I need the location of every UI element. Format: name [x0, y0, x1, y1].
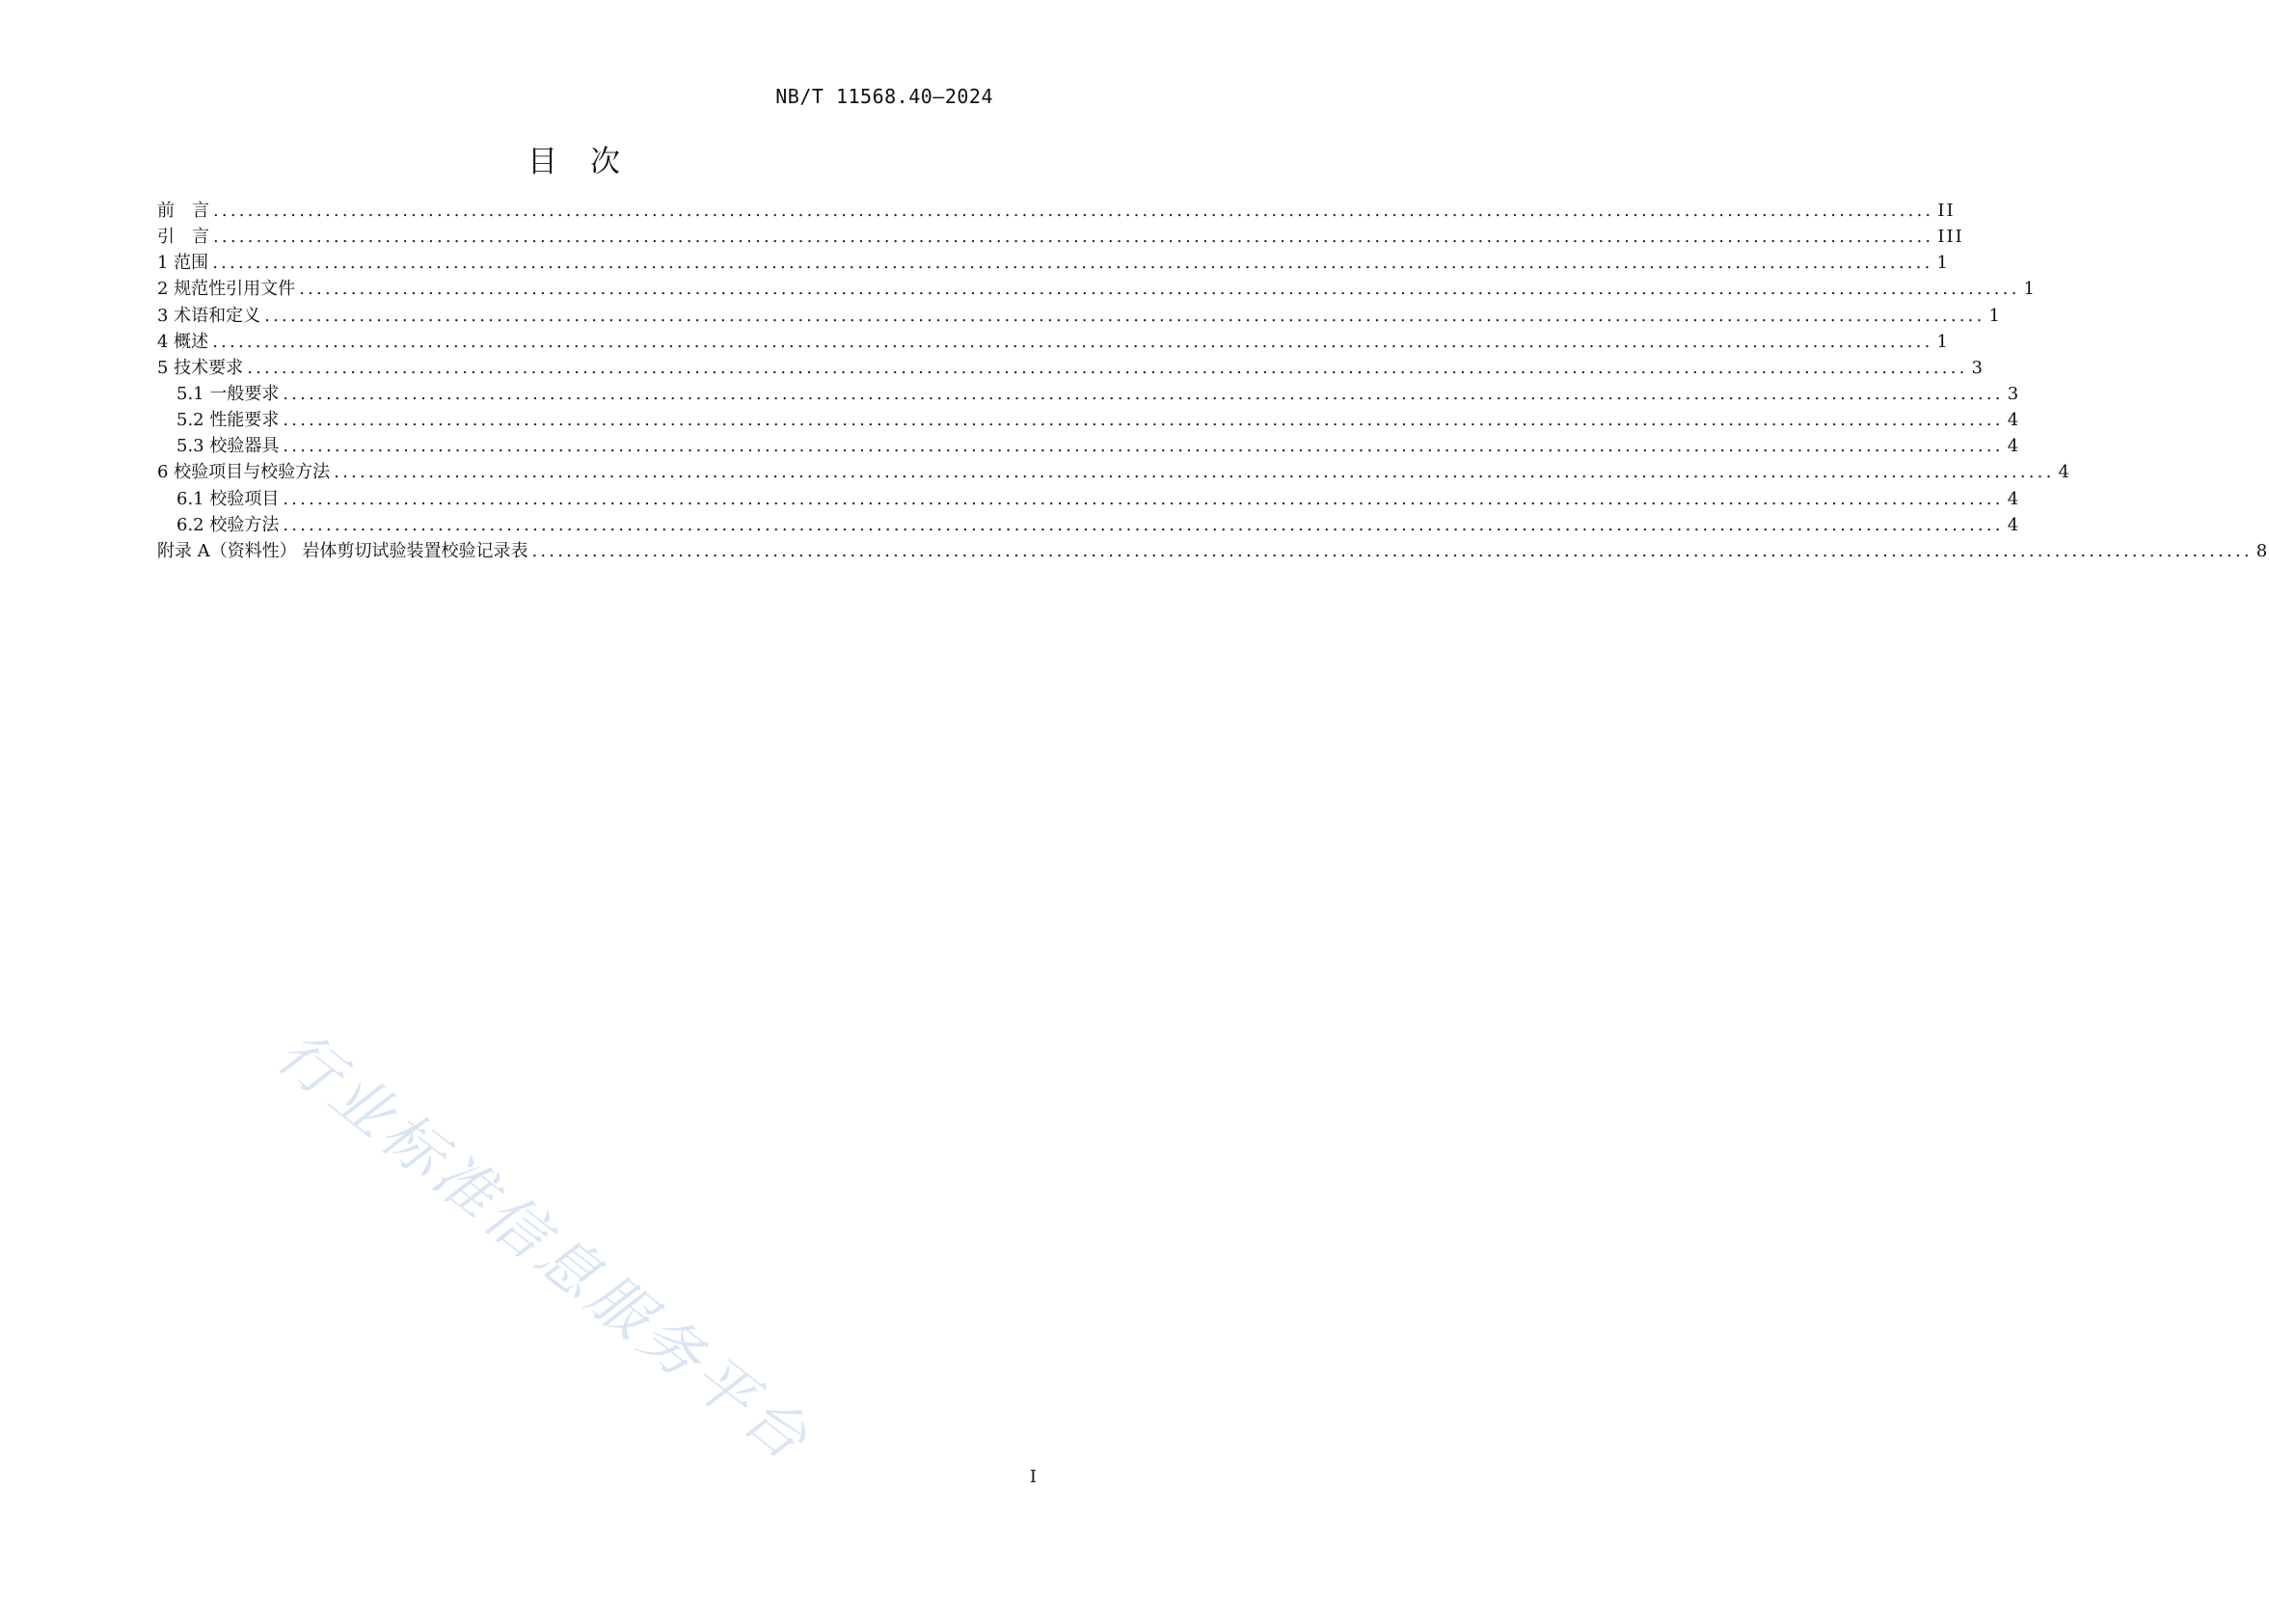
toc-leader-dots: ........................................................................................................................................................................................................ [213, 227, 1934, 248]
toc-entry-label: 6.2 校验方法 [176, 514, 280, 535]
toc-leader-dots: ........................................................................................................................................................................................................ [283, 383, 2004, 404]
toc-leader-dots: ........................................................................................................................................................................................................ [247, 357, 1968, 378]
toc-entry-calibration-items-methods[interactable] [157, 459, 2071, 485]
toc-entry-page: 3 [1971, 357, 1985, 378]
toc-entry-label: 引 言 [157, 227, 209, 248]
toc-entry-label: 1 范围 [157, 253, 209, 274]
toc-entry-label: 2 规范性引用文件 [157, 279, 296, 300]
toc-entry-normative-references[interactable] [157, 276, 2037, 302]
toc-entry-page: 4 [2058, 462, 2071, 483]
toc-entry-label: 5 技术要求 [157, 357, 244, 378]
watermark-text: 行业标准信息服务平台 [264, 1016, 825, 1476]
toc-entry-page: 1 [1936, 331, 1950, 352]
toc-title-part1: 目 [527, 145, 557, 179]
toc-entry-label: 6 校验项目与校验方法 [157, 462, 331, 483]
toc-entry-scope[interactable] [157, 250, 1950, 276]
toc-entry-calibration-instruments[interactable] [157, 433, 2021, 459]
toc-entry-page: 1 [2023, 279, 2037, 300]
toc-entry-terms-definitions[interactable] [157, 303, 2002, 329]
toc-title [0, 137, 1148, 180]
toc-leader-dots: ........................................................................................................................................................................................................ [283, 436, 2004, 457]
toc-entry-calibration-items[interactable] [157, 486, 2021, 512]
toc-entry-page: III [1937, 227, 1964, 248]
toc-entry-label: 5.3 校验器具 [176, 436, 280, 457]
toc-entry-page: 4 [2007, 436, 2021, 457]
toc-leader-dots: ........................................................................................................................................................................................................ [212, 331, 1933, 352]
toc-entry-introduction[interactable] [157, 224, 1964, 250]
toc-entry-label: 3 术语和定义 [157, 305, 261, 326]
toc-leader-dots: ........................................................................................................................................................................................................ [283, 410, 2004, 431]
table-of-contents [157, 198, 2269, 564]
toc-leader-dots: ........................................................................................................................................................................................................ [283, 514, 2004, 535]
page-number: I [1029, 1467, 1037, 1487]
toc-entry-technical-requirements[interactable] [157, 355, 1985, 381]
toc-entry-page: 4 [2007, 410, 2021, 431]
toc-entry-label: 前 言 [157, 201, 209, 221]
toc-leader-dots: ........................................................................................................................................................................................................ [212, 253, 1933, 274]
toc-entry-page: 8 [2255, 540, 2269, 561]
toc-entry-appendix-a[interactable] [157, 538, 2269, 564]
toc-entry-overview[interactable] [157, 329, 1950, 355]
toc-leader-dots: ........................................................................................................................................................................................................ [531, 540, 2253, 561]
toc-entry-page: 4 [2007, 488, 2021, 509]
toc-entry-page: II [1937, 201, 1956, 221]
toc-entry-label: 5.2 性能要求 [176, 410, 280, 431]
toc-leader-dots: ........................................................................................................................................................................................................ [264, 305, 1985, 326]
toc-entry-performance-requirements[interactable] [157, 407, 2021, 433]
toc-entry-page: 4 [2007, 514, 2021, 535]
toc-entry-label: 4 概述 [157, 331, 209, 352]
toc-entry-label: 6.1 校验项目 [176, 488, 280, 509]
toc-leader-dots: ........................................................................................................................................................................................................ [299, 279, 2020, 300]
toc-entry-page: 1 [1988, 305, 2002, 326]
toc-entry-label: 5.1 一般要求 [176, 383, 280, 404]
toc-leader-dots: ........................................................................................................................................................................................................ [213, 201, 1934, 221]
toc-title-part2: 次 [590, 145, 620, 179]
toc-leader-dots: ........................................................................................................................................................................................................ [283, 488, 2004, 509]
toc-entry-page: 3 [2007, 383, 2021, 404]
toc-entry-general-requirements[interactable] [157, 381, 2021, 407]
toc-entry-label: 附录 A（资料性） 岩体剪切试验装置校验记录表 [157, 540, 528, 561]
toc-entry-foreword[interactable] [157, 198, 1956, 224]
toc-entry-calibration-methods[interactable] [157, 512, 2021, 538]
toc-leader-dots: ........................................................................................................................................................................................................ [334, 462, 2055, 483]
standard-code: NB/T 11568.40—2024 [775, 85, 993, 108]
toc-entry-page: 1 [1936, 253, 1950, 274]
